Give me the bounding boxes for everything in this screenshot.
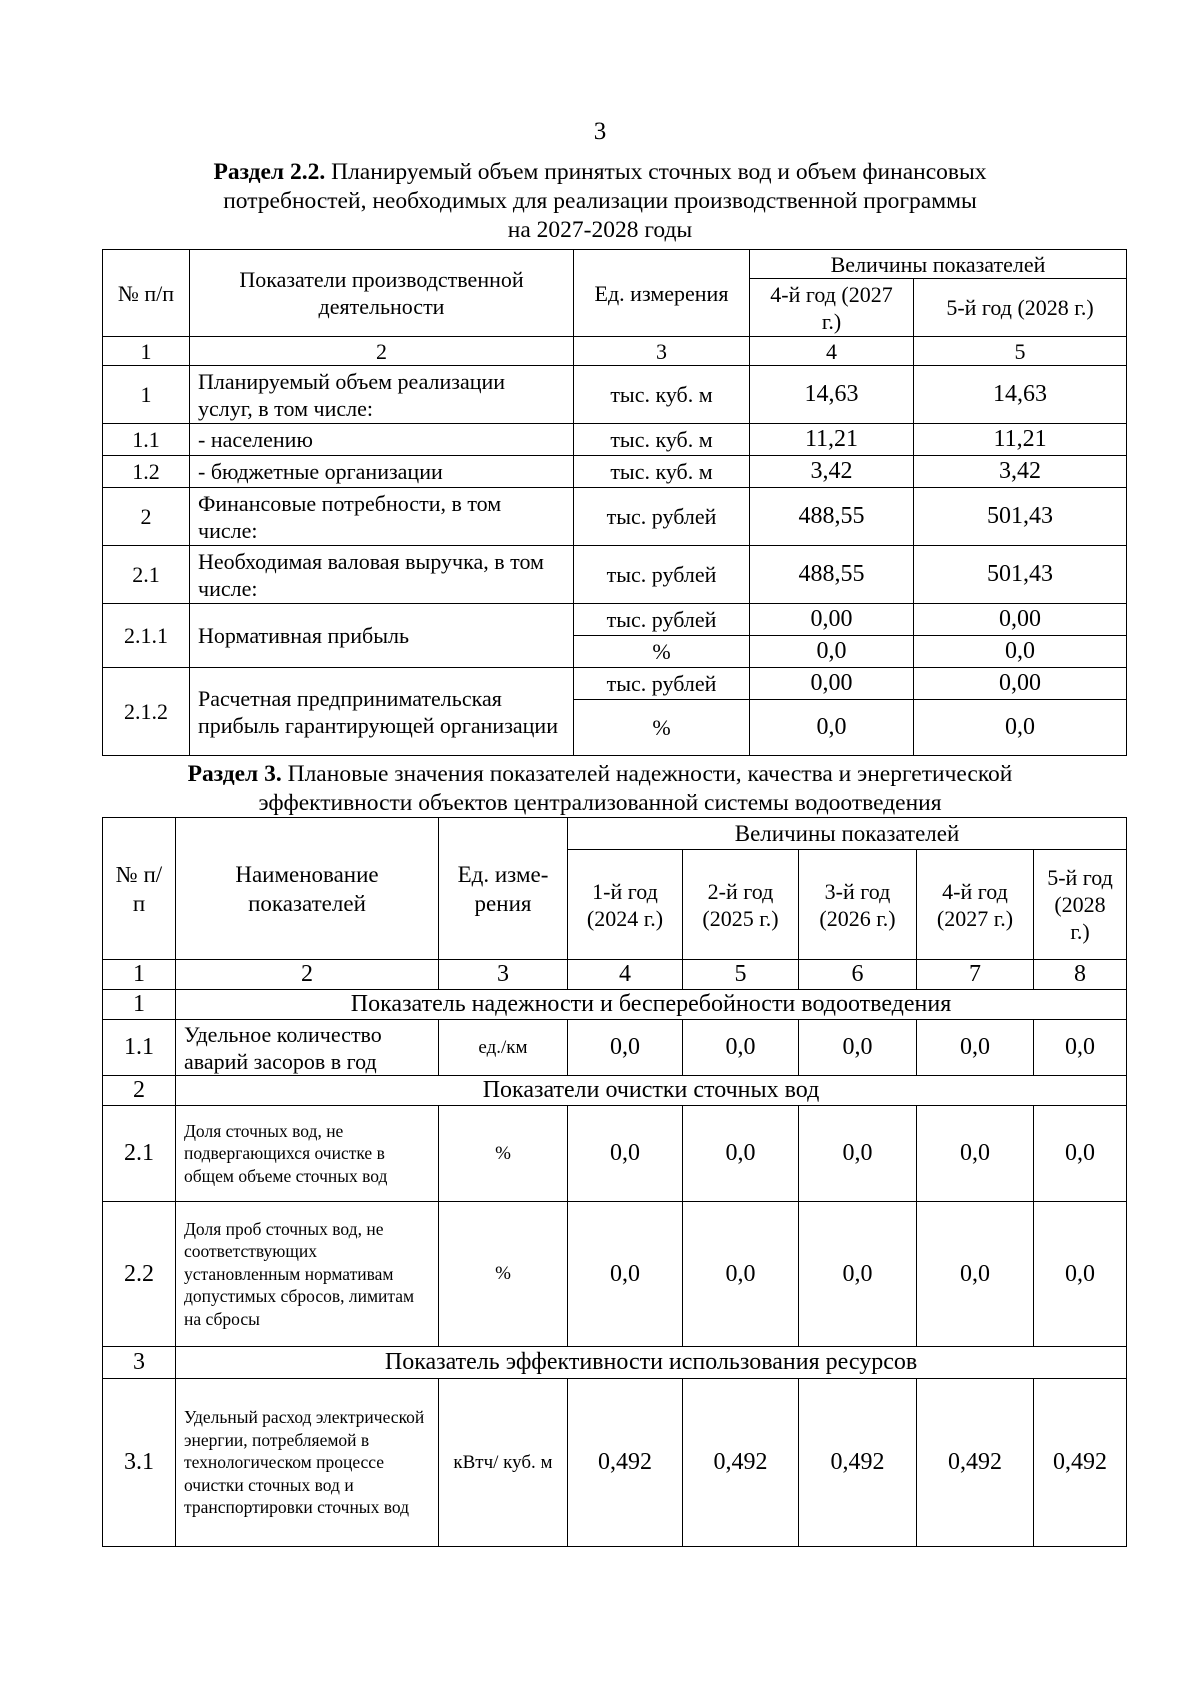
- row-unit: кВтч/ куб. м: [439, 1379, 568, 1547]
- section-2-2-table: [102, 249, 1127, 756]
- table-row: [103, 1106, 1127, 1202]
- colnum: 4: [750, 337, 914, 366]
- header-indicator: Показатели производственной деятельности: [190, 250, 574, 337]
- row-num: 1.2: [103, 456, 190, 488]
- row-value: 0,0: [568, 1020, 683, 1076]
- row-num: 1.1: [103, 424, 190, 456]
- table-row: [103, 424, 1127, 456]
- colnum: 5: [914, 337, 1127, 366]
- row-num: 1: [103, 366, 190, 424]
- row-value: 0,492: [568, 1379, 683, 1547]
- row-value-year4: 0,00: [750, 604, 914, 636]
- row-value: 0,0: [683, 1202, 799, 1347]
- header-values: Величины показателей: [568, 818, 1127, 850]
- row-name: Удельный расход электрической энергии, потребляемой в технологическом процессе очистки сточных вод и транспортировки сточных вод: [176, 1379, 439, 1547]
- section-3-title: Плановые значения показателей надежности, качества и энергетической: [287, 761, 1013, 787]
- section-2-2-title-line2: потребностей, необходимых для реализации производственной программы: [223, 188, 977, 214]
- row-name: Нормативная прибыль: [190, 604, 574, 668]
- row-value: 0,0: [1034, 1202, 1127, 1347]
- row-num: 2.2: [103, 1202, 176, 1347]
- row-value-year5: 3,42: [914, 456, 1127, 488]
- colnum: 2: [190, 337, 574, 366]
- header-num: № п/п: [103, 818, 176, 960]
- colnum: 7: [917, 960, 1034, 990]
- row-value: 0,0: [917, 1202, 1034, 1347]
- row-value-year5: 501,43: [914, 488, 1127, 546]
- row-num: 2.1: [103, 1106, 176, 1202]
- header-year4: 4-й год (2027 г.): [917, 850, 1034, 960]
- row-name: Доля проб сточных вод, не соответствующих установленным нормативам допустимых сбросов, лимитам на сбросы: [176, 1202, 439, 1347]
- table-row: [103, 1020, 1127, 1076]
- row-value-year4: 0,00: [750, 668, 914, 700]
- row-value: 0,0: [799, 1202, 917, 1347]
- table-row: [103, 366, 1127, 424]
- row-value: 0,0: [1034, 1020, 1127, 1076]
- row-value-year5: 0,0: [914, 636, 1127, 668]
- row-num: 2.1: [103, 546, 190, 604]
- table-row: [103, 456, 1127, 488]
- row-name: Удельное количество аварий засоров в год: [176, 1020, 439, 1076]
- row-value: 0,0: [917, 1020, 1034, 1076]
- group-num: 3: [103, 1347, 176, 1379]
- row-num: 2: [103, 488, 190, 546]
- row-value: 0,0: [799, 1106, 917, 1202]
- row-name: Необходимая валовая выручка, в том числе:: [190, 546, 574, 604]
- header-year5: 5-й год (2028 г.): [914, 279, 1127, 337]
- table-row: [103, 488, 1127, 546]
- row-value: 0,492: [917, 1379, 1034, 1547]
- row-unit: %: [439, 1106, 568, 1202]
- colnum: 1: [103, 337, 190, 366]
- row-num: 2.1.2: [103, 668, 190, 756]
- row-num: 3.1: [103, 1379, 176, 1547]
- table-row: [103, 604, 1127, 636]
- row-value-year4: 0,0: [750, 700, 914, 756]
- row-unit: тыс. куб. м: [574, 456, 750, 488]
- row-value-year4: 14,63: [750, 366, 914, 424]
- row-name: Планируемый объем реализации услуг, в том числе:: [190, 366, 574, 424]
- column-number-row: [103, 960, 1127, 990]
- colnum: 1: [103, 960, 176, 990]
- section-2-2-label: Раздел 2.2.: [213, 159, 326, 185]
- colnum: 3: [439, 960, 568, 990]
- section-3-label: Раздел 3.: [187, 761, 282, 787]
- group-num: 1: [103, 990, 176, 1020]
- row-value: 0,0: [683, 1020, 799, 1076]
- row-value-year4: 3,42: [750, 456, 914, 488]
- row-unit: тыс. рублей: [574, 668, 750, 700]
- row-name: - населению: [190, 424, 574, 456]
- row-value-year5: 0,0: [914, 700, 1127, 756]
- column-number-row: [103, 337, 1127, 366]
- table-row: [103, 546, 1127, 604]
- colnum: 5: [683, 960, 799, 990]
- row-value: 0,492: [683, 1379, 799, 1547]
- colnum: 3: [574, 337, 750, 366]
- row-value-year5: 14,63: [914, 366, 1127, 424]
- header-year1: 1-й год (2024 г.): [568, 850, 683, 960]
- row-value: 0,0: [683, 1106, 799, 1202]
- section-3-table: [102, 817, 1127, 1547]
- row-name: - бюджетные организации: [190, 456, 574, 488]
- colnum: 4: [568, 960, 683, 990]
- group-title: Показатель надежности и бесперебойности водоотведения: [176, 990, 1127, 1020]
- group-row: [103, 990, 1127, 1020]
- header-values: Величины показателей: [750, 250, 1127, 279]
- row-value: 0,492: [1034, 1379, 1127, 1547]
- header-year5: 5-й год (2028 г.): [1034, 850, 1127, 960]
- group-title: Показатели очистки сточных вод: [176, 1076, 1127, 1106]
- colnum: 6: [799, 960, 917, 990]
- row-value: 0,492: [799, 1379, 917, 1547]
- header-unit: Ед. изме-рения: [439, 818, 568, 960]
- row-unit: ед./км: [439, 1020, 568, 1076]
- row-value: 0,0: [568, 1106, 683, 1202]
- header-num: № п/п: [103, 250, 190, 337]
- row-value-year4: 488,55: [750, 488, 914, 546]
- header-year4: 4-й год (2027 г.): [750, 279, 914, 337]
- colnum: 2: [176, 960, 439, 990]
- row-num: 2.1.1: [103, 604, 190, 668]
- row-value-year5: 11,21: [914, 424, 1127, 456]
- page-number: 3: [593, 118, 607, 145]
- row-unit: тыс. куб. м: [574, 424, 750, 456]
- row-name: Финансовые потребности, в том числе:: [190, 488, 574, 546]
- row-value: 0,0: [799, 1020, 917, 1076]
- colnum: 8: [1034, 960, 1127, 990]
- row-value-year5: 0,00: [914, 604, 1127, 636]
- row-name: Доля сточных вод, не подвергающихся очистке в общем объеме сточных вод: [176, 1106, 439, 1202]
- row-value: 0,0: [1034, 1106, 1127, 1202]
- section-2-2-heading: [120, 158, 1080, 245]
- section-3-heading: [120, 760, 1080, 818]
- row-unit: тыс. рублей: [574, 604, 750, 636]
- row-value: 0,0: [917, 1106, 1034, 1202]
- row-value-year5: 0,00: [914, 668, 1127, 700]
- section-2-2-title: Планируемый объем принятых сточных вод и объем финансовых: [331, 159, 987, 185]
- row-value-year5: 501,43: [914, 546, 1127, 604]
- row-value-year4: 11,21: [750, 424, 914, 456]
- row-unit: тыс. рублей: [574, 488, 750, 546]
- group-row: [103, 1347, 1127, 1379]
- table-row: [103, 1202, 1127, 1347]
- row-value-year4: 488,55: [750, 546, 914, 604]
- header-year2: 2-й год (2025 г.): [683, 850, 799, 960]
- row-unit: тыс. куб. м: [574, 366, 750, 424]
- row-unit: тыс. рублей: [574, 546, 750, 604]
- group-num: 2: [103, 1076, 176, 1106]
- row-num: 1.1: [103, 1020, 176, 1076]
- row-value: 0,0: [568, 1202, 683, 1347]
- table-row: [103, 1379, 1127, 1547]
- table-row: [103, 668, 1127, 700]
- header-unit: Ед. измерения: [574, 250, 750, 337]
- section-3-title-line2: эффективности объектов централизованной системы водоотведения: [258, 790, 942, 816]
- section-2-2-title-line3: на 2027-2028 годы: [507, 217, 693, 243]
- row-unit: %: [574, 700, 750, 756]
- row-unit: %: [439, 1202, 568, 1347]
- row-name: Расчетная предпринимательская прибыль гарантирующей организации: [190, 668, 574, 756]
- row-unit: %: [574, 636, 750, 668]
- group-title: Показатель эффективности использования ресурсов: [176, 1347, 1127, 1379]
- header-year3: 3-й год (2026 г.): [799, 850, 917, 960]
- group-row: [103, 1076, 1127, 1106]
- header-name: Наименование показателей: [176, 818, 439, 960]
- row-value-year4: 0,0: [750, 636, 914, 668]
